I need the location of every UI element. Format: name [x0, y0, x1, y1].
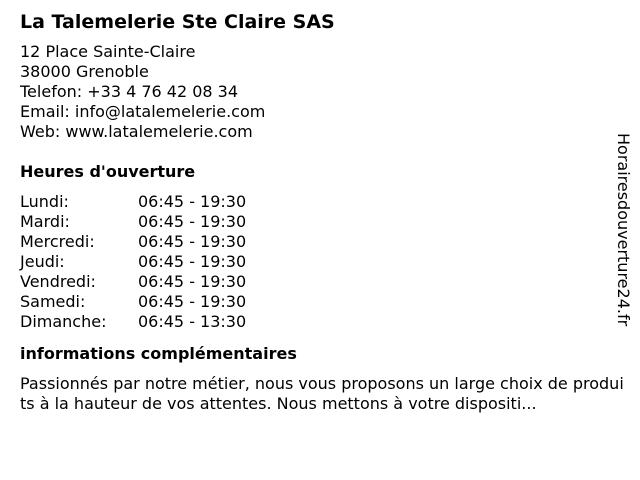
- contact-block: [20, 42, 632, 142]
- info-title: informations complémentaires: [20, 344, 297, 363]
- hours-row-sunday: [20, 312, 632, 332]
- hours-title: Heures d'ouverture: [20, 162, 196, 181]
- day-label: Jeudi:: [20, 252, 65, 271]
- city-address: 38000 Grenoble: [20, 62, 149, 81]
- day-label: Mercredi:: [20, 232, 95, 251]
- watermark-text: Horairesdouverture24.fr: [614, 133, 633, 327]
- email-address[interactable]: Email: info@latalemelerie.com: [20, 102, 266, 121]
- time-range: 06:45 - 19:30: [138, 252, 247, 271]
- hours-row-wednesday: [20, 232, 632, 252]
- time-range: 06:45 - 19:30: [138, 232, 247, 251]
- hours-row-thursday: [20, 252, 632, 272]
- time-range: 06:45 - 19:30: [138, 272, 247, 291]
- info-description: Passionnés par notre métier, nous vous proposons un large choix de produits à la hauteur de vos attentes. Nous mettons à votre dispositi...: [20, 374, 624, 413]
- hours-row-monday: [20, 192, 632, 212]
- day-label: Samedi:: [20, 292, 86, 311]
- day-label: Mardi:: [20, 212, 70, 231]
- hours-table: [20, 192, 632, 332]
- business-card: [20, 10, 632, 414]
- business-name: La Talemelerie Ste Claire SAS: [20, 11, 335, 33]
- time-range: 06:45 - 19:30: [138, 192, 247, 211]
- website-link[interactable]: Web: www.latalemelerie.com: [20, 122, 253, 141]
- day-label: Vendredi:: [20, 272, 96, 291]
- time-range: 06:45 - 19:30: [138, 212, 247, 231]
- time-range: 06:45 - 13:30: [138, 312, 247, 331]
- day-label: Lundi:: [20, 192, 69, 211]
- time-range: 06:45 - 19:30: [138, 292, 247, 311]
- hours-row-tuesday: [20, 212, 632, 232]
- hours-row-saturday: [20, 292, 632, 312]
- street-address: 12 Place Sainte-Claire: [20, 42, 196, 61]
- hours-row-friday: [20, 272, 632, 292]
- phone-number[interactable]: Telefon: +33 4 76 42 08 34: [20, 82, 239, 101]
- day-label: Dimanche:: [20, 312, 107, 331]
